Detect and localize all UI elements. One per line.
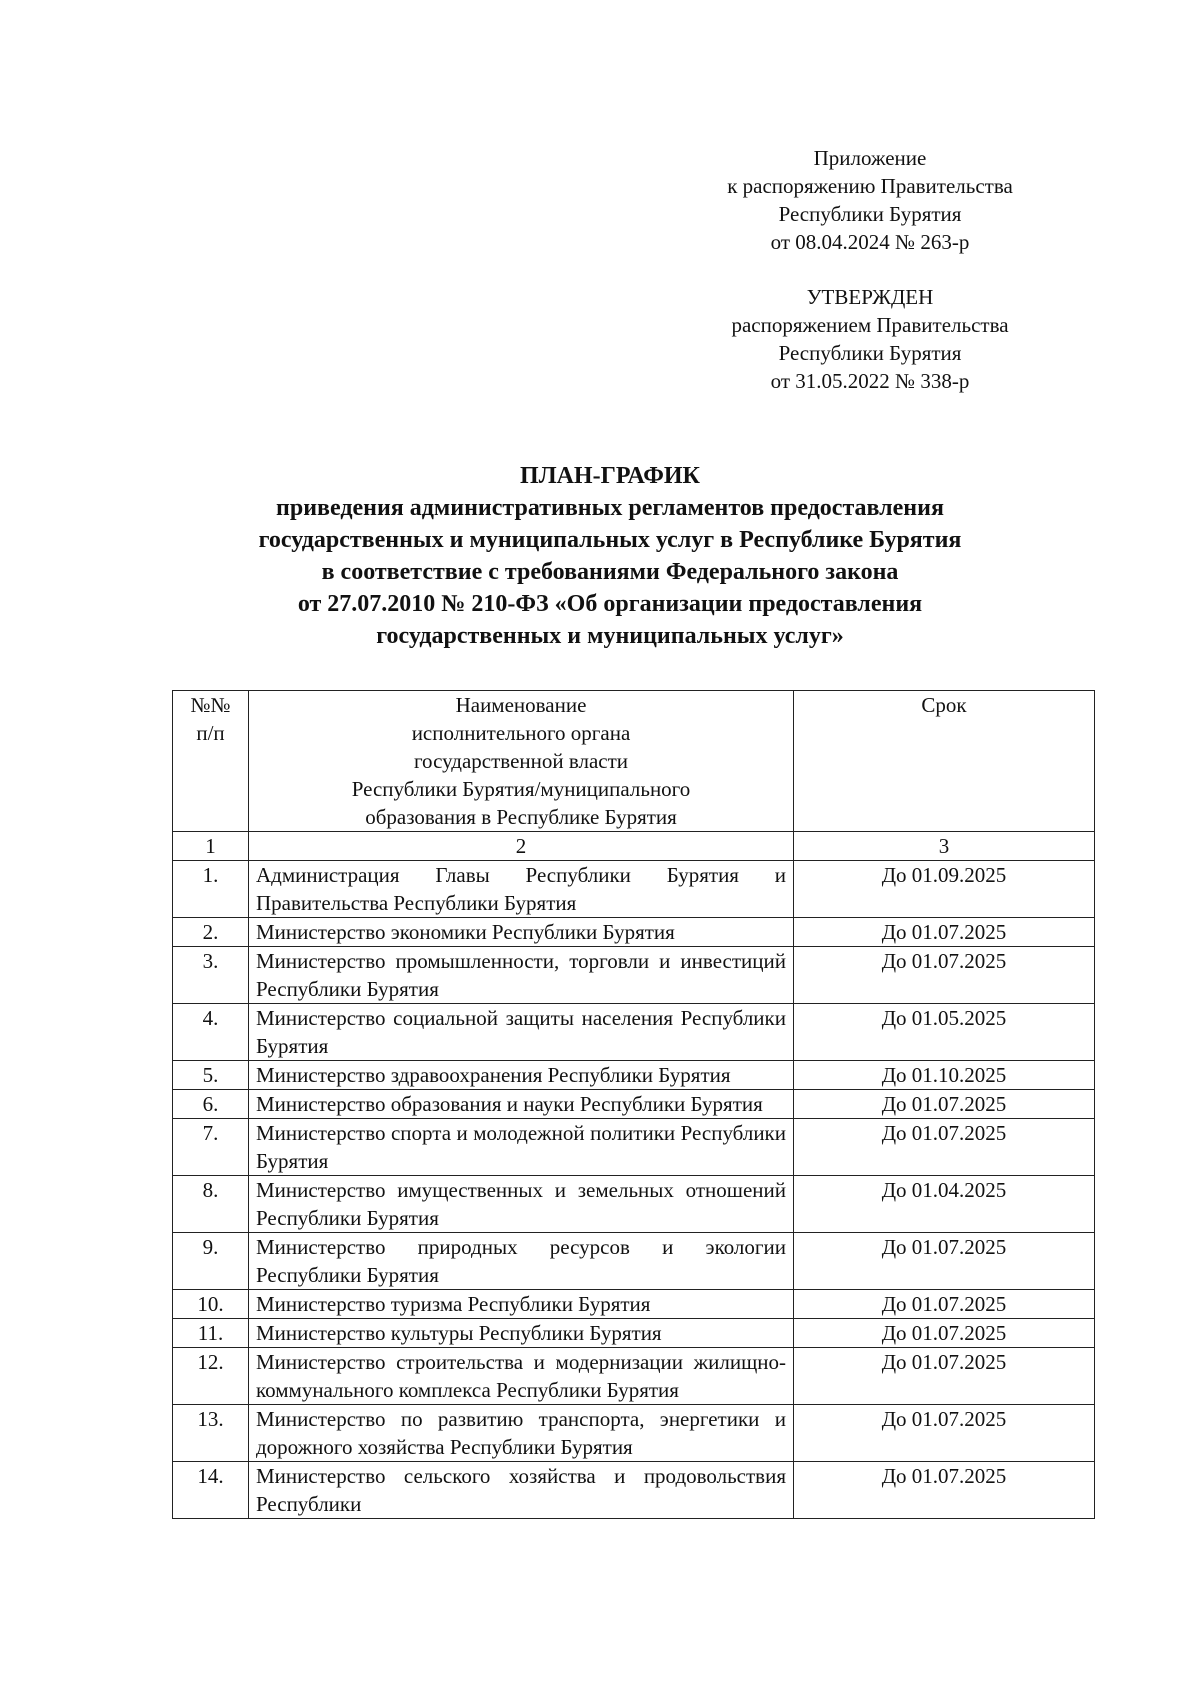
header-name-line: государственной власти	[413, 749, 629, 773]
column-index: 1	[173, 832, 249, 861]
appendix-line: Республики Бурятия	[778, 202, 962, 226]
row-deadline: До 01.07.2025	[794, 947, 1095, 1004]
row-number: 8.	[173, 1176, 249, 1233]
title-line: государственных и муниципальных услуг в Республике Бурятия	[258, 527, 962, 553]
title-line: ПЛАН-ГРАФИК	[520, 463, 700, 489]
table-row	[173, 1090, 1095, 1119]
row-deadline: До 01.09.2025	[794, 861, 1095, 918]
row-number: 9.	[173, 1233, 249, 1290]
header-name-line: Республики Бурятия/муниципального	[351, 777, 691, 801]
row-number: 2.	[173, 918, 249, 947]
row-authority-name: Министерство туризма Республики Бурятия	[249, 1290, 794, 1319]
header-name-line: Наименование	[455, 693, 587, 717]
table-row	[173, 947, 1095, 1004]
row-deadline: До 01.07.2025	[794, 918, 1095, 947]
table-row	[173, 861, 1095, 918]
plan-table	[172, 690, 1095, 1519]
table-row	[173, 1348, 1095, 1405]
table-row	[173, 1405, 1095, 1462]
row-authority-name: Министерство спорта и молодежной политики Республики Бурятия	[249, 1119, 794, 1176]
row-deadline: До 01.07.2025	[794, 1405, 1095, 1462]
row-authority-name: Министерство экономики Республики Бурятия	[249, 918, 794, 947]
appendix-line: к распоряжению Правительства	[727, 174, 1013, 198]
row-authority-name: Министерство сельского хозяйства и продовольствия Республики	[249, 1462, 794, 1519]
table-row	[173, 1119, 1095, 1176]
header-number	[173, 691, 249, 832]
row-authority-name: Министерство природных ресурсов и экологии Республики Бурятия	[249, 1233, 794, 1290]
header-date: Срок	[794, 691, 1095, 832]
approved-line: от 31.05.2022 № 338-р	[770, 369, 970, 393]
row-deadline: До 01.05.2025	[794, 1004, 1095, 1061]
title-line: приведения административных регламентов предоставления	[276, 495, 944, 521]
row-number: 11.	[173, 1319, 249, 1348]
table-row	[173, 918, 1095, 947]
row-deadline: До 01.07.2025	[794, 1119, 1095, 1176]
approved-line: Республики Бурятия	[778, 341, 962, 365]
row-number: 13.	[173, 1405, 249, 1462]
approved-line: распоряжением Правительства	[731, 313, 1009, 337]
table-row	[173, 1319, 1095, 1348]
row-deadline: До 01.07.2025	[794, 1462, 1095, 1519]
table-row	[173, 1061, 1095, 1090]
title-line: в соответствие с требованиями Федерального закона	[321, 559, 899, 585]
row-number: 7.	[173, 1119, 249, 1176]
column-index-row	[173, 832, 1095, 861]
column-index: 3	[794, 832, 1095, 861]
header-name-line: образования в Республике Бурятия	[365, 805, 677, 829]
row-number: 1.	[173, 861, 249, 918]
table-row	[173, 1176, 1095, 1233]
row-number: 3.	[173, 947, 249, 1004]
row-authority-name: Министерство имущественных и земельных отношений Республики Бурятия	[249, 1176, 794, 1233]
column-index: 2	[249, 832, 794, 861]
row-authority-name: Министерство здравоохранения Республики Бурятия	[249, 1061, 794, 1090]
table-row	[173, 1290, 1095, 1319]
appendix-line: Приложение	[813, 146, 927, 170]
row-deadline: До 01.07.2025	[794, 1319, 1095, 1348]
header-name-line: исполнительного органа	[411, 721, 631, 745]
row-number: 4.	[173, 1004, 249, 1061]
row-number: 5.	[173, 1061, 249, 1090]
row-number: 10.	[173, 1290, 249, 1319]
row-authority-name: Министерство по развитию транспорта, энергетики и дорожного хозяйства Республики Бурятия	[249, 1405, 794, 1462]
table-header-row	[173, 691, 1095, 832]
table-row	[173, 1233, 1095, 1290]
approved-block	[620, 283, 1120, 395]
row-authority-name: Министерство промышленности, торговли и инвестиций Республики Бурятия	[249, 947, 794, 1004]
table-row	[173, 1462, 1095, 1519]
row-deadline: До 01.04.2025	[794, 1176, 1095, 1233]
row-authority-name: Министерство культуры Республики Бурятия	[249, 1319, 794, 1348]
row-deadline: До 01.10.2025	[794, 1061, 1095, 1090]
row-authority-name: Министерство социальной защиты населения Республики Бурятия	[249, 1004, 794, 1061]
header-name	[249, 691, 794, 832]
row-number: 14.	[173, 1462, 249, 1519]
header-number-line: №№	[190, 693, 231, 717]
row-authority-name: Администрация Главы Республики Бурятия и Правительства Республики Бурятия	[249, 861, 794, 918]
row-authority-name: Министерство строительства и модернизации жилищно-коммунального комплекса Республики Бурятия	[249, 1348, 794, 1405]
appendix-block	[620, 144, 1120, 256]
approved-line: УТВЕРЖДЕН	[806, 285, 934, 309]
header-number-line: п/п	[196, 721, 225, 745]
title-line: государственных и муниципальных услуг»	[376, 623, 844, 649]
appendix-line: от 08.04.2024 № 263-р	[770, 230, 970, 254]
row-authority-name: Министерство образования и науки Республики Бурятия	[249, 1090, 794, 1119]
row-deadline: До 01.07.2025	[794, 1290, 1095, 1319]
row-number: 6.	[173, 1090, 249, 1119]
document-title	[120, 460, 1100, 652]
row-deadline: До 01.07.2025	[794, 1233, 1095, 1290]
title-line: от 27.07.2010 № 210-ФЗ «Об организации предоставления	[297, 591, 923, 617]
table-row	[173, 1004, 1095, 1061]
row-number: 12.	[173, 1348, 249, 1405]
row-deadline: До 01.07.2025	[794, 1348, 1095, 1405]
row-deadline: До 01.07.2025	[794, 1090, 1095, 1119]
